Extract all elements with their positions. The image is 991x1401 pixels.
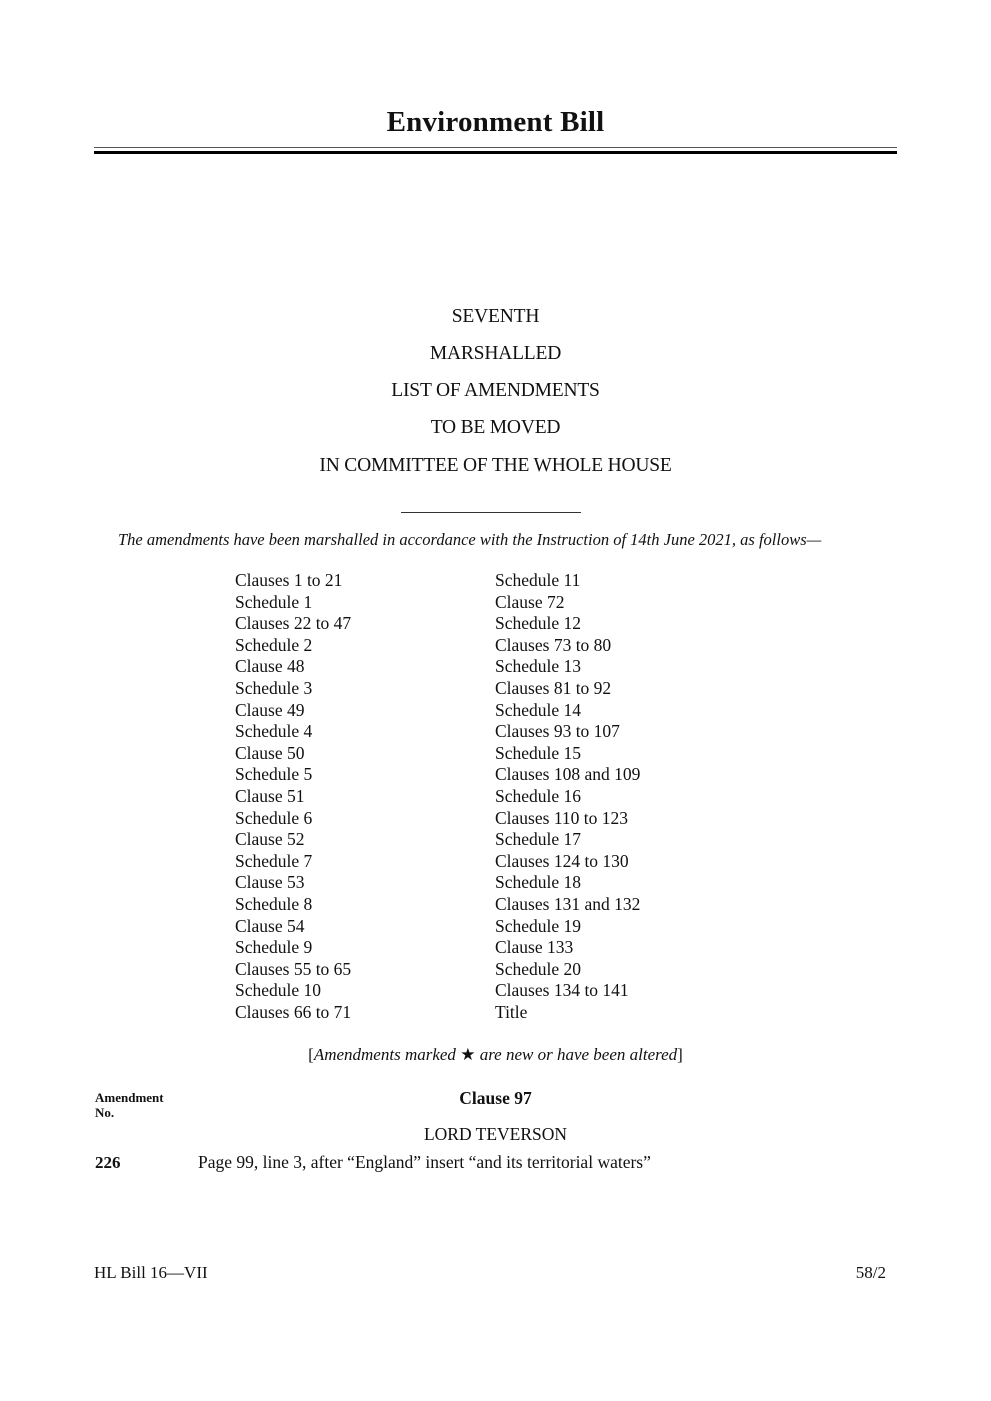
order-item: Schedule 14: [495, 699, 582, 720]
order-item: Schedule 4: [235, 721, 313, 742]
note-text-after: are new or have been altered: [475, 1045, 678, 1064]
amendment-text: Page 99, line 3, after “England” insert “and its territorial waters”: [198, 1152, 651, 1172]
heading-line-seventh: SEVENTH: [451, 306, 540, 327]
order-item: Schedule 11: [495, 570, 581, 590]
section-divider: [401, 512, 581, 513]
order-item: Clauses 81 to 92: [495, 677, 612, 698]
order-item: Clauses 66 to 71: [235, 1001, 352, 1022]
document-title: Environment Bill: [386, 106, 605, 138]
order-item: Clause 72: [495, 591, 565, 612]
order-item: Schedule 2: [235, 634, 313, 655]
star-icon: ★: [460, 1045, 476, 1064]
order-item: Clauses 134 to 141: [495, 980, 629, 1001]
footer-page-reference: 58/2: [855, 1263, 886, 1282]
order-item: Schedule 1: [235, 591, 313, 612]
order-item: Clauses 22 to 47: [235, 613, 352, 634]
order-item: Schedule 7: [235, 850, 313, 871]
order-item: Schedule 3: [235, 677, 313, 698]
clause-heading: Clause 97: [459, 1088, 532, 1108]
order-item: Clauses 108 and 109: [495, 764, 641, 785]
new-amendments-note: [0, 1045, 991, 1065]
order-item: Schedule 10: [235, 980, 322, 1001]
order-item: Clause 49: [235, 699, 305, 720]
order-item: Clauses 110 to 123: [495, 807, 629, 828]
heading-line-to-be-moved: TO BE MOVED: [430, 417, 561, 438]
marshalling-intro: The amendments have been marshalled in accordance with the Instruction of 14th June 2021, as follows—: [118, 530, 822, 549]
title-rule-thick: [94, 151, 897, 154]
marshalling-order-right-column: [495, 570, 640, 1023]
order-item: Clauses 55 to 65: [235, 958, 352, 979]
order-item: Schedule 5: [235, 764, 313, 785]
amendment-mover: LORD TEVERSON: [423, 1124, 568, 1144]
amendment-number: 226: [95, 1153, 121, 1172]
order-item: Clause 53: [235, 872, 305, 893]
order-item: Clauses 73 to 80: [495, 634, 612, 655]
order-item: Schedule 16: [495, 785, 582, 806]
order-item: Clause 50: [235, 742, 305, 763]
order-item: Schedule 12: [495, 613, 582, 634]
title-rule-thin: [94, 147, 897, 148]
note-open-bracket: [: [308, 1045, 314, 1064]
order-item: Schedule 18: [495, 872, 582, 893]
order-item: Schedule 8: [235, 893, 313, 914]
order-item: Schedule 15: [495, 742, 582, 763]
heading-line-list-of-amendments: LIST OF AMENDMENTS: [391, 380, 600, 401]
footer-bill-reference: HL Bill 16—VII: [94, 1263, 208, 1282]
order-item: Clause 54: [235, 915, 305, 936]
note-close-bracket: ]: [677, 1045, 683, 1064]
order-item: Title: [495, 1001, 528, 1022]
amendment-label-line2: No.: [95, 1105, 115, 1120]
order-item: Clauses 131 and 132: [495, 893, 641, 914]
marshalling-order-left-column: [235, 570, 351, 1023]
order-item: Clause 52: [235, 829, 305, 850]
order-item: Clause 133: [495, 937, 574, 958]
order-item: Schedule 17: [495, 829, 582, 850]
note-text-before: Amendments marked: [313, 1045, 461, 1064]
order-item: Clause 48: [235, 656, 305, 677]
order-item: Schedule 20: [495, 958, 582, 979]
order-item: Schedule 6: [235, 807, 313, 828]
order-item: Clauses 93 to 107: [495, 721, 620, 742]
heading-line-committee: IN COMMITTEE OF THE WHOLE HOUSE: [319, 455, 672, 476]
heading-line-marshalled: MARSHALLED: [429, 343, 562, 364]
order-item: Clauses 1 to 21: [235, 570, 343, 590]
order-item: Schedule 19: [495, 915, 582, 936]
order-item: Schedule 9: [235, 937, 313, 958]
order-item: Clauses 124 to 130: [495, 850, 629, 871]
amendment-label-line1: Amendment: [95, 1090, 164, 1105]
order-item: Clause 51: [235, 785, 305, 806]
order-item: Schedule 13: [495, 656, 582, 677]
